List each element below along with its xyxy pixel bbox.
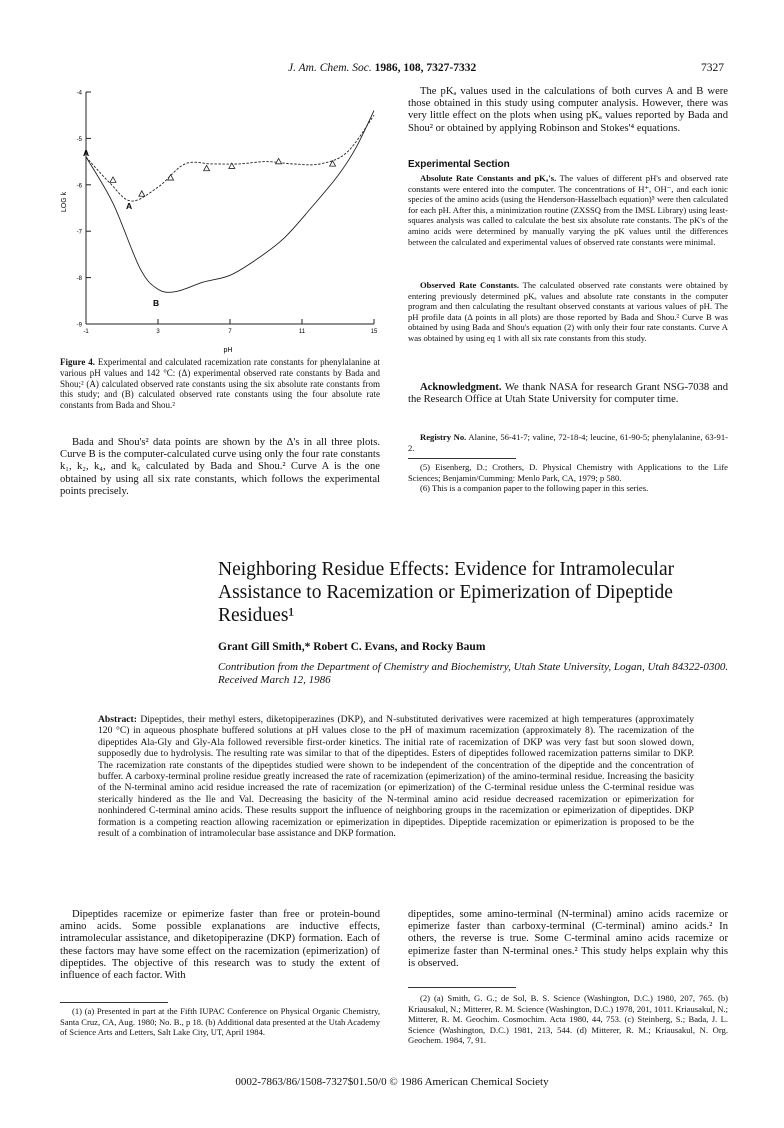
footnote-2: (2) (a) Smith, G. G.; de Sol, B. S. Science (Washington, D.C.) 1980, 207, 765. (b) Kriausakul, N.; Mitterer, R. M. Science (Washington, D.C.) 1978, 201, 1011. Kriausakul, N.; Mitterer, R. M. Geochim. Cosmochim. Acta 1980, 44, 753. (c) Steinberg, S.; Bada, J. L. Science (Washington, D.C.) 1981, 213, 544. (d) Mitterer, R. M.; Kriausakul, N. Org. Geochem. 1984, 7, 91. [408,993,728,1046]
exp-p1-head: Absolute Rate Constants and pKₐ's. [420,173,557,183]
exp-p1-text: The values of different pH's and observed rate constants were entered into the computer. The concentrations of H⁺, OH⁻, and each ionic species of the amino acids (using the Henderson-Hasselbach equation)⁵ were then calculated for each pH. After this, a minimization routine (ZXSSQ from the IMSL Library) using least-squares analysis was called to calculate the best six absolute rate constants. The pK's of the amino acids were determined by manually varying the pK values until the differences between the calculated and experimental values of observed rate constants were minimal. [408,173,728,247]
registry-paragraph [408,432,728,453]
experimental-heading: Experimental Section [408,159,510,170]
y-tick-label-2: -6 [76,183,82,190]
curve-A [86,115,374,201]
x-tick-label-3: 11 [298,329,306,335]
curve-label-a1: A [83,148,90,158]
y-tick-label-1: -5 [76,136,82,143]
acknowledgment-paragraph [408,382,728,406]
y-tick-label-4: -8 [76,276,82,283]
curve-label-b: B [153,298,160,308]
ack-text: We thank NASA for research Grant NSG-7038 and the Research Office at Utah State University for computer time. [408,382,728,406]
triangle-point-5 [276,158,282,163]
footnote-rule-right [408,987,516,988]
journal-name: J. Am. Chem. Soc. [288,62,372,74]
experimental-paragraph-2 [408,280,728,344]
caption-label: Figure 4. [60,357,95,367]
y-tick-label-3: -7 [76,229,82,236]
footnote-rule-top [408,458,516,459]
curve-label-a2: A [126,201,133,211]
x-axis-label: pH [223,347,233,354]
chart-ticks [77,91,378,336]
abstract-text: Dipeptides, their methyl esters, diketopiperazines (DKP), and N-substituted derivatives were racemized at high temperatures (approximately 120 °C) in aqueous phosphate buffered solutions at pH values close to the pH of maximum racemization (approximately 8). The racemization of the dipeptides Ala-Gly and Gly-Ala followed reversible first-order kinetics. The initial rate of racemization of DKP was very fast but soon slowed down, supposedly due to hydrolysis. The resulting rate was similar to that of the dipeptides. Esters of dipeptides followed racemization patterns similar to DKP. The racemization rate constants of the dipeptides studied were shown to be independent of the concentration of the dipeptide and the concentration of buffer. A carboxy-terminal proline residue greatly increased the rate of racemization (epimerization) of the amino-terminal residue. Increasing the basicity of the N-terminal amino acid residue increased the rate of racemization (or epimerization) of the C-terminal residue unless the C-terminal residue was sterically hindered as the Ile and Val. Decreasing the basicity of the N-terminal amino acid residue decreased racemization or epimerization for nonhindered C-terminal amino acids. These results support the influence of neighboring groups in the racemization or epimerization of dipeptides. DKP formation is a competing reaction allowing racemization or epimerization in dipeptides. Dipeptide racemization or epimerization is proposed to be the result of a combination of intramolecular base assistance and DKP formation. [98,714,694,840]
right-intro-paragraph: The pKₐ values used in the calculations of both curves A and B were those obtained in this study using computer analysis. However, there was very little effect on the plots when using pKₐ values reported by Bada and Shou² or obtained by applying Robinson and Stokes'⁴ equations. [408,86,728,134]
article-title: Neighboring Residue Effects: Evidence for Intramolecular Assistance to Racemization or Epimerization of Dipeptide Residues¹ [218,559,675,626]
x-tick-label-2: 7 [228,329,232,335]
intro-right: dipeptides, some amino-terminal (N-terminal) amino acids racemize or epimerize faster than carboxy-terminal (C-terminal) amino acids.² In others, the reverse is true. Some C-terminal amino acids racemize or epimerize faster than N-terminal ones.² This study helps explain why this is observed. [408,909,728,969]
x-tick-label-1: 3 [156,329,160,335]
article-affiliation: Contribution from the Department of Chemistry and Biochemistry, Utah State University, Logan, Utah 84322-0300. Received March 12, 1986 [218,661,729,686]
figure-caption [60,357,380,411]
figure-4-chart [56,84,386,356]
footnote-5: (5) Eisenberg, D.; Crothers, D. Physical Chemistry with Applications to the Life Sciences; Benjamin/Cumming: Menlo Park, CA, 1979; p 580. [408,462,728,483]
left-paragraph: Bada and Shou's² data points are shown by the Δ's in all three plots. Curve B is the computer-calculated curve using only the four rate constants k₁, k₂, k₄, and k₆ calculated by Bada and Shou.² Curve A is the one obtained by using all six rate constants, which follows the experimental points precisely. [60,437,380,497]
triangle-point-3 [204,165,210,170]
page-footer: 0002-7863/86/1508-7327$01.50/0 © 1986 American Chemical Society [235,1076,549,1088]
registry-head: Registry No. [420,432,467,442]
running-header [288,62,476,74]
ack-head: Acknowledgment. [420,382,502,393]
footnote-1: (1) (a) Presented in part at the Fifth IUPAC Conference on Physical Organic Chemistry, Santa Cruz, CA, Aug. 1980; No. B., p 18. (b) Additional data presented at the Utah Academy of Science Arts and Letters, Salt Lake City, UT, April 1984. [60,1006,380,1038]
caption-text: Experimental and calculated racemization rate constants for phenylalanine at various pH values and 142 °C: (Δ) experimental observed rate constants by Bada and Shou;² (A) calculated observed rate constants using the six absolute rate constants from this study; and (B) calculated observed rate constants using the four absolute rate constants from Bada and Shou.² [60,357,380,411]
triangle-point-1 [139,191,145,196]
y-axis-label: LOG k [61,191,68,213]
page-number: 7327 [701,62,724,74]
y-tick-label-0: -4 [76,90,82,97]
exp-p2-head: Observed Rate Constants. [420,280,519,290]
abstract [98,714,694,839]
triangle-point-0 [110,177,116,182]
footnote-6: (6) This is a companion paper to the following paper in this series. [420,483,649,493]
triangle-point-4 [229,163,235,168]
y-tick-label-5: -9 [76,322,82,329]
registry-text: Alanine, 56-41-7; valine, 72-18-4; leucine, 61-90-5; phenylalanine, 63-91-2. [408,432,728,453]
footnote-rule-left [60,1002,168,1003]
x-tick-label-0: -1 [83,329,89,335]
abstract-head: Abstract: [98,714,137,725]
intro-left: Dipeptides racemize or epimerize faster than free or protein-bound amino acids. Some possible explanations are inductive effects, intramolecular assistance, and diketopiperazine (DKP) formation. Each of these factors may have some effect on the racemization (epimerization) of dipeptides. The objective of this research was to study the extent of influence of each factor. With [60,909,380,982]
experimental-paragraph-1 [408,173,728,247]
x-tick-label-4: 15 [370,329,378,335]
journal-volume: 1986, 108, 7327-7332 [374,62,477,74]
exp-p2-text: The calculated observed rate constants were obtained by entering previously determined pKₐ values and absolute rate constants in the computer program and then calculating the resultant observed constants at various values of pH. The pH profile data (Δ points in all plots) are those reported by Bada and Shou.² Curve B was obtained by using Bada and Shou's equation (2) with only their four rate constants. Curve A was obtained by using eq 1 with all six rate constants from this study. [408,280,728,343]
article-authors: Grant Gill Smith,* Robert C. Evans, and Rocky Baum [218,641,486,653]
